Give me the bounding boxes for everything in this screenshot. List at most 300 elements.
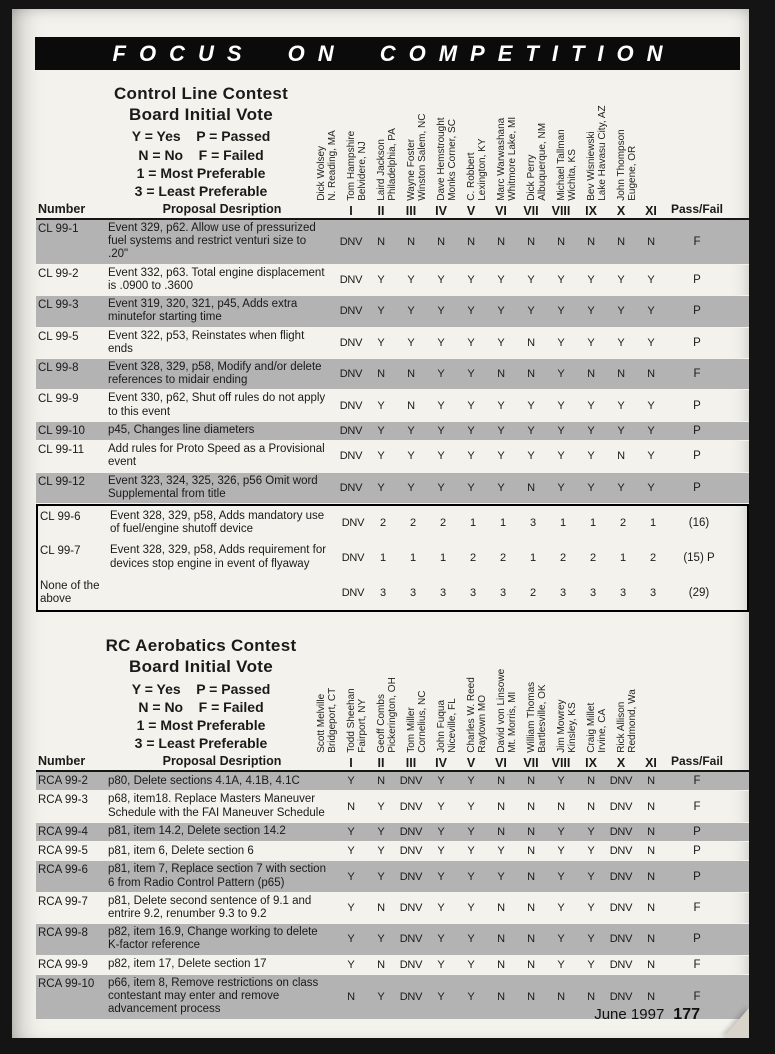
vote-cell: Y <box>467 870 475 883</box>
voter-numeral: III <box>405 204 417 218</box>
voter-name-rotated <box>586 703 609 753</box>
vote-cell: Y <box>617 399 625 412</box>
vote-cell: DNV <box>399 902 423 914</box>
voter-name-rotated <box>466 678 489 754</box>
vote-legend <box>56 680 346 753</box>
vote-cell: Y <box>467 481 475 494</box>
vote-cell: DNV <box>399 958 423 971</box>
vote-cell: Y <box>407 305 415 318</box>
legend-line: 1 = Most Preferable <box>136 164 266 181</box>
row-result: P <box>693 845 701 858</box>
voter-column-header <box>616 638 666 771</box>
vote-cell: Y <box>467 990 475 1003</box>
row-result: P <box>693 870 701 883</box>
vote-cell: Y <box>557 368 565 381</box>
vote-cell: Y <box>437 990 445 1003</box>
vote-cell: Y <box>587 399 595 412</box>
vote-cell: DNV <box>341 551 365 564</box>
row-number: RCA 99-8 <box>38 927 88 940</box>
row-result: (16) <box>688 517 710 530</box>
vote-cell: Y <box>497 305 505 318</box>
vote-cell: Y <box>617 336 625 349</box>
voter-name: Todd Sheehan <box>346 688 358 754</box>
voter-numeral: V <box>466 204 476 218</box>
vote-cell: Y <box>557 273 565 286</box>
vote-cell: Y <box>497 336 505 349</box>
voter-numeral: I <box>349 204 353 218</box>
vote-cell: N <box>407 235 415 248</box>
vote-cell: 3 <box>590 586 596 599</box>
row-description: Event 328, 329, p58, Adds requirement for devices stop engine in event of flyaway <box>110 544 327 570</box>
vote-cell: DNV <box>609 958 633 971</box>
voter-name-rotated <box>406 691 429 753</box>
table-row <box>36 390 749 421</box>
vote-cell: N <box>497 826 505 839</box>
voter-city: Philadelphia, PA <box>387 128 399 201</box>
vote-cell: Y <box>347 902 355 914</box>
voter-numeral: IX <box>585 204 597 218</box>
voter-name: Jim Mowrey <box>556 699 568 754</box>
vote-cell: DNV <box>339 424 363 437</box>
voter-city: Eugene, OR <box>627 145 639 201</box>
vote-cell: N <box>497 800 505 813</box>
vote-cell: N <box>587 235 595 248</box>
voter-numeral: VI <box>495 756 507 771</box>
vote-cell: Y <box>467 775 475 788</box>
vote-cell: 3 <box>650 586 656 599</box>
table-title-block <box>56 84 346 200</box>
voter-city: Bartlesville, OK <box>537 684 549 754</box>
vote-cell: 3 <box>560 586 566 599</box>
vote-cell: 3 <box>380 586 386 599</box>
vote-cell: Y <box>437 958 445 971</box>
vote-cell: DNV <box>341 517 365 530</box>
voter-city: Lexington, KY <box>477 138 489 201</box>
vote-cell: Y <box>497 424 505 437</box>
vote-cell: Y <box>377 845 385 858</box>
vote-cell: Y <box>377 336 385 349</box>
vote-cell: 3 <box>470 586 476 599</box>
voter-name-rotated <box>346 131 369 201</box>
row-number: RCA 99-6 <box>38 864 88 877</box>
voter-city: Albuquerque, NM <box>537 123 549 201</box>
vote-cell: N <box>587 368 595 381</box>
vote-cell: N <box>527 870 535 883</box>
vote-cell: Y <box>617 481 625 494</box>
table-row <box>36 842 749 861</box>
voter-numeral: III <box>405 756 417 771</box>
vote-cell: Y <box>437 826 445 839</box>
vote-cell: N <box>527 235 535 248</box>
vote-cell: Y <box>377 933 385 946</box>
vote-cell: N <box>647 902 655 914</box>
row-description: Add rules for Proto Speed as a Provisional event <box>108 443 325 469</box>
vote-cell: N <box>647 800 655 813</box>
legend-line: Y = Yes P = Passed <box>131 128 271 145</box>
table-row <box>36 328 749 359</box>
vote-cell: 2 <box>410 517 416 530</box>
vote-cell: Y <box>437 933 445 946</box>
row-description: Event 328, 329, p58, Adds mandatory use of fuel/engine shutoff device <box>110 509 325 536</box>
voter-name: C. Robbert <box>466 152 478 201</box>
table-subtitle: Board Initial Vote <box>129 656 273 676</box>
table-row <box>36 823 749 842</box>
vote-cell: Y <box>557 826 565 839</box>
voter-numeral: V <box>466 756 476 771</box>
table-row <box>36 220 749 265</box>
vote-cell: Y <box>407 273 415 286</box>
vote-cell: 2 <box>380 517 386 530</box>
voter-name-rotated <box>316 688 339 753</box>
row-result: P <box>693 481 701 494</box>
row-result: P <box>693 933 701 946</box>
vote-cell: Y <box>647 336 655 349</box>
vote-cell: N <box>527 336 535 349</box>
table-row <box>36 359 749 390</box>
vote-cell: Y <box>437 775 445 788</box>
vote-cell: Y <box>527 399 535 412</box>
row-description: p81, item 7, Replace section 7 with section 6 from Radio Control Pattern (p65) <box>108 863 326 889</box>
vote-cell: 1 <box>560 517 566 530</box>
vote-cell: 1 <box>380 551 386 564</box>
vote-cell: Y <box>467 845 475 858</box>
vote-cell: DNV <box>339 399 363 412</box>
voter-name: Wayne Foster <box>406 139 418 201</box>
table-rows <box>36 770 749 1019</box>
vote-cell: DNV <box>609 902 633 914</box>
magazine-page <box>12 9 749 1038</box>
vote-cell: Y <box>377 273 385 286</box>
vote-cell: DNV <box>399 826 423 839</box>
vote-cell: Y <box>497 870 505 883</box>
vote-cell: Y <box>467 273 475 286</box>
vote-cell: 3 <box>410 586 416 599</box>
voter-name-rotated <box>496 117 519 201</box>
row-description: p80, Delete sections 4.1A, 4.1B, 4.1C <box>108 774 300 787</box>
vote-cell: Y <box>377 450 385 463</box>
voter-city: Fairport, NY <box>357 699 369 754</box>
row-description: p82, item 16.9, Change working to delete K-factor reference <box>108 926 318 952</box>
vote-cell: Y <box>527 424 535 437</box>
vote-cell: DNV <box>609 800 633 813</box>
vote-cell: 2 <box>500 551 506 564</box>
row-result: P <box>693 826 701 839</box>
vote-cell: 2 <box>440 517 446 530</box>
vote-cell: DNV <box>339 450 363 463</box>
vote-cell: N <box>497 990 505 1003</box>
legend-line: N = No F = Failed <box>138 698 264 715</box>
voter-name: Scott Melville <box>316 694 328 754</box>
vote-cell: Y <box>647 399 655 412</box>
voter-numeral: XI <box>645 756 657 771</box>
table-row <box>36 956 749 975</box>
voter-city: Redmond, Wa <box>627 689 639 754</box>
row-description: p66, item 8, Remove restrictions on class contestant may enter and remove advancement process <box>108 976 319 1016</box>
table-header-band <box>36 638 749 770</box>
voter-name: Michael Tallman <box>556 129 568 201</box>
table-row <box>36 441 749 472</box>
table-row <box>36 296 749 327</box>
vote-cell: 3 <box>530 517 536 530</box>
vote-cell: N <box>497 933 505 946</box>
table-row <box>36 893 749 924</box>
vote-cell: N <box>527 902 535 914</box>
row-number: RCA 99-2 <box>38 775 88 788</box>
vote-cell: Y <box>497 481 505 494</box>
vote-cell: 1 <box>620 551 626 564</box>
voter-name-rotated <box>616 690 639 754</box>
row-description: p45, Changes line diameters <box>108 424 255 437</box>
vote-cell: N <box>647 870 655 883</box>
vote-cell: Y <box>557 481 565 494</box>
vote-cell: Y <box>437 273 445 286</box>
vote-cell: N <box>467 235 475 248</box>
voter-name-rotated <box>466 139 489 201</box>
vote-cell: DNV <box>339 481 363 494</box>
vote-cell: DNV <box>609 870 633 883</box>
vote-cell: N <box>527 826 535 839</box>
vote-cell: Y <box>587 273 595 286</box>
vote-cell: Y <box>497 450 505 463</box>
voter-name: Tom Miller <box>406 707 418 754</box>
row-result: P <box>693 450 701 463</box>
row-result: P <box>693 305 701 318</box>
row-result: P <box>693 273 701 286</box>
row-result: F <box>693 958 701 971</box>
vote-cell: N <box>497 775 505 788</box>
voter-name: Tom Hampshire <box>346 130 358 201</box>
vote-cell: Y <box>467 902 475 914</box>
vote-cell: DNV <box>399 800 423 813</box>
vote-cell: N <box>647 826 655 839</box>
table-row <box>36 473 749 504</box>
legend-line: 1 = Most Preferable <box>136 717 266 734</box>
vote-cell: Y <box>497 399 505 412</box>
voter-name-rotated <box>616 129 639 201</box>
vote-cell: Y <box>557 336 565 349</box>
vote-cell: Y <box>557 845 565 858</box>
table-subtitle: Board Initial Vote <box>129 104 273 124</box>
voter-city: Irvine, CA <box>597 709 609 754</box>
row-number: CL 99-8 <box>38 361 79 374</box>
page-footer <box>594 1006 700 1024</box>
row-number: CL 99-1 <box>38 223 79 235</box>
vote-cell: N <box>617 368 625 381</box>
voter-name-rotated <box>496 669 519 753</box>
voter-numeral: I <box>349 756 353 771</box>
vote-cell: 2 <box>470 551 476 564</box>
vote-cell: N <box>647 235 655 248</box>
vote-cell: Y <box>467 399 475 412</box>
issue-date: June 1997 <box>594 1006 665 1023</box>
control-line-vote-table-slot <box>12 86 749 612</box>
vote-cell: Y <box>347 958 355 971</box>
vote-cell: N <box>557 235 565 248</box>
vote-cell: DNV <box>399 990 423 1003</box>
voter-city: Cornelius, NC <box>417 691 429 754</box>
vote-cell: Y <box>437 800 445 813</box>
vote-cell: Y <box>497 845 505 858</box>
voter-city: N. Reading, MA <box>327 130 339 201</box>
row-number: CL 99-11 <box>38 444 85 457</box>
vote-cell: DNV <box>609 775 633 788</box>
voter-city: Pickerington, OH <box>387 677 399 754</box>
vote-cell: Y <box>407 336 415 349</box>
vote-cell: N <box>587 775 595 788</box>
vote-cell: Y <box>557 305 565 318</box>
voter-numeral: II <box>377 204 385 218</box>
vote-cell: Y <box>467 933 475 946</box>
voter-numeral: XI <box>645 204 657 218</box>
vote-cell: Y <box>647 481 655 494</box>
row-number: CL 99-12 <box>38 475 85 488</box>
voter-name: Dick Wolsey <box>316 146 328 201</box>
voter-city: Belvidere, NJ <box>357 141 369 201</box>
row-result: P <box>693 424 701 437</box>
vote-cell: Y <box>497 273 505 286</box>
row-number: RCA 99-9 <box>38 958 88 971</box>
voter-city: Whitmore Lake, MI <box>507 117 519 201</box>
table-row <box>38 506 747 540</box>
vote-cell: Y <box>587 870 595 883</box>
vote-cell: Y <box>437 450 445 463</box>
row-number: RCA 99-10 <box>38 977 95 990</box>
row-number: CL 99-6 <box>40 510 81 523</box>
row-description: Event 319, 320, 321, p45, Adds extra minutefor starting time <box>108 298 298 324</box>
table-title: Control Line Contest <box>113 84 289 103</box>
vote-cell: Y <box>377 305 385 318</box>
vote-cell: Y <box>587 424 595 437</box>
voter-numeral: VII <box>523 756 539 771</box>
table-title-block <box>56 636 346 752</box>
vote-cell: DNV <box>609 990 633 1003</box>
vote-cell: N <box>527 990 535 1003</box>
vote-cell: N <box>647 845 655 858</box>
vote-cell: N <box>647 990 655 1003</box>
vote-cell: N <box>527 933 535 946</box>
voter-city: Winston Salem, NC <box>417 113 429 201</box>
vote-cell: DNV <box>339 235 363 248</box>
voter-name: Laird Jackson <box>376 139 388 201</box>
vote-cell: Y <box>557 399 565 412</box>
vote-cell: Y <box>347 933 355 946</box>
voter-name: Craig Millet <box>586 703 598 754</box>
vote-cell: DNV <box>609 845 633 858</box>
voter-name-rotated <box>436 699 459 753</box>
voter-name: Dick Perry <box>526 154 538 201</box>
vote-cell: DNV <box>339 336 363 349</box>
vote-cell: Y <box>347 870 355 883</box>
row-result: P <box>693 399 701 412</box>
voter-column-header <box>616 86 666 218</box>
vote-cell: Y <box>377 870 385 883</box>
rc-aerobatics-vote-table-slot <box>12 638 749 1019</box>
voter-city: Mt. Morris, MI <box>507 692 519 754</box>
table-row <box>38 575 747 610</box>
vote-cell: Y <box>587 902 595 914</box>
vote-cell: Y <box>437 870 445 883</box>
vote-cell: Y <box>617 273 625 286</box>
vote-cell: Y <box>407 481 415 494</box>
vote-cell: Y <box>557 902 565 914</box>
vote-cell: Y <box>587 305 595 318</box>
vote-cell: 2 <box>590 551 596 564</box>
voter-city: Bridgeport, CT <box>327 688 339 754</box>
column-header-passfail: Pass/Fail <box>670 754 724 769</box>
vote-cell: DNV <box>339 368 363 381</box>
voter-name-rotated <box>316 130 339 201</box>
row-description: p68, item18. Replace Masters Maneuver Schedule with the FAI Maneuver Schedule <box>108 793 325 819</box>
voter-name: John Fuqua <box>436 700 448 754</box>
vote-cell: 1 <box>470 517 476 530</box>
vote-cell: Y <box>437 336 445 349</box>
vote-cell: 1 <box>500 517 506 530</box>
row-description: Event 332, p63. Total engine displacement is .0900 to .3600 <box>108 266 325 292</box>
voter-name-rotated <box>436 118 459 201</box>
vote-cell: Y <box>377 990 385 1003</box>
vote-cell: Y <box>437 305 445 318</box>
vote-cell: 2 <box>530 586 536 599</box>
table-row <box>36 791 749 822</box>
table-row <box>36 772 749 791</box>
vote-cell: N <box>377 368 385 381</box>
vote-cell: Y <box>467 336 475 349</box>
vote-cell: Y <box>617 305 625 318</box>
legend-line: N = No F = Failed <box>138 146 264 163</box>
column-header-passfail: Pass/Fail <box>670 202 724 216</box>
row-description: Event 329, p62. Allow use of pressurized fuel systems and restrict venturi size to .20" <box>108 222 316 261</box>
voter-name: Dave Hemstrought <box>436 117 448 201</box>
vote-cell: N <box>377 775 385 788</box>
vote-cell: Y <box>557 958 565 971</box>
voter-name: Charles W. Reed <box>466 677 478 754</box>
vote-cell: N <box>647 775 655 788</box>
voter-numeral: X <box>616 756 626 771</box>
row-description: p81, item 14.2, Delete section 14.2 <box>108 825 286 838</box>
row-number: RCA 99-7 <box>38 895 88 908</box>
vote-cell: DNV <box>609 933 633 946</box>
vote-cell: Y <box>467 368 475 381</box>
vote-cell: DNV <box>399 870 423 883</box>
vote-cell: Y <box>467 424 475 437</box>
vote-cell: Y <box>647 450 655 463</box>
vote-cell: Y <box>347 775 355 788</box>
voter-name-rotated <box>376 128 399 201</box>
row-number: CL 99-7 <box>40 545 81 558</box>
row-description: p81, Delete second sentence of 9.1 and entrire 9.2, renumber 9.3 to 9.2 <box>108 894 312 920</box>
row-result: F <box>693 368 701 381</box>
boxed-row-group <box>36 504 749 612</box>
voter-name-rotated <box>556 700 579 753</box>
row-number: RCA 99-4 <box>38 825 88 838</box>
vote-cell: DNV <box>341 586 365 599</box>
vote-cell: DNV <box>609 826 633 839</box>
column-header-description: Proposal Desription <box>162 202 282 216</box>
vote-cell: N <box>437 235 445 248</box>
row-result: P <box>693 336 701 349</box>
vote-cell: 3 <box>500 586 506 599</box>
vote-cell: N <box>497 368 505 381</box>
column-header-number: Number <box>38 754 86 769</box>
vote-cell: N <box>527 800 535 813</box>
vote-cell: Y <box>587 481 595 494</box>
vote-cell: Y <box>347 826 355 839</box>
row-number: CL 99-5 <box>38 330 79 343</box>
vote-cell: Y <box>557 450 565 463</box>
legend-line: 3 = Least Preferable <box>134 735 268 752</box>
vote-cell: Y <box>557 775 565 788</box>
voter-numeral: VII <box>523 204 539 218</box>
